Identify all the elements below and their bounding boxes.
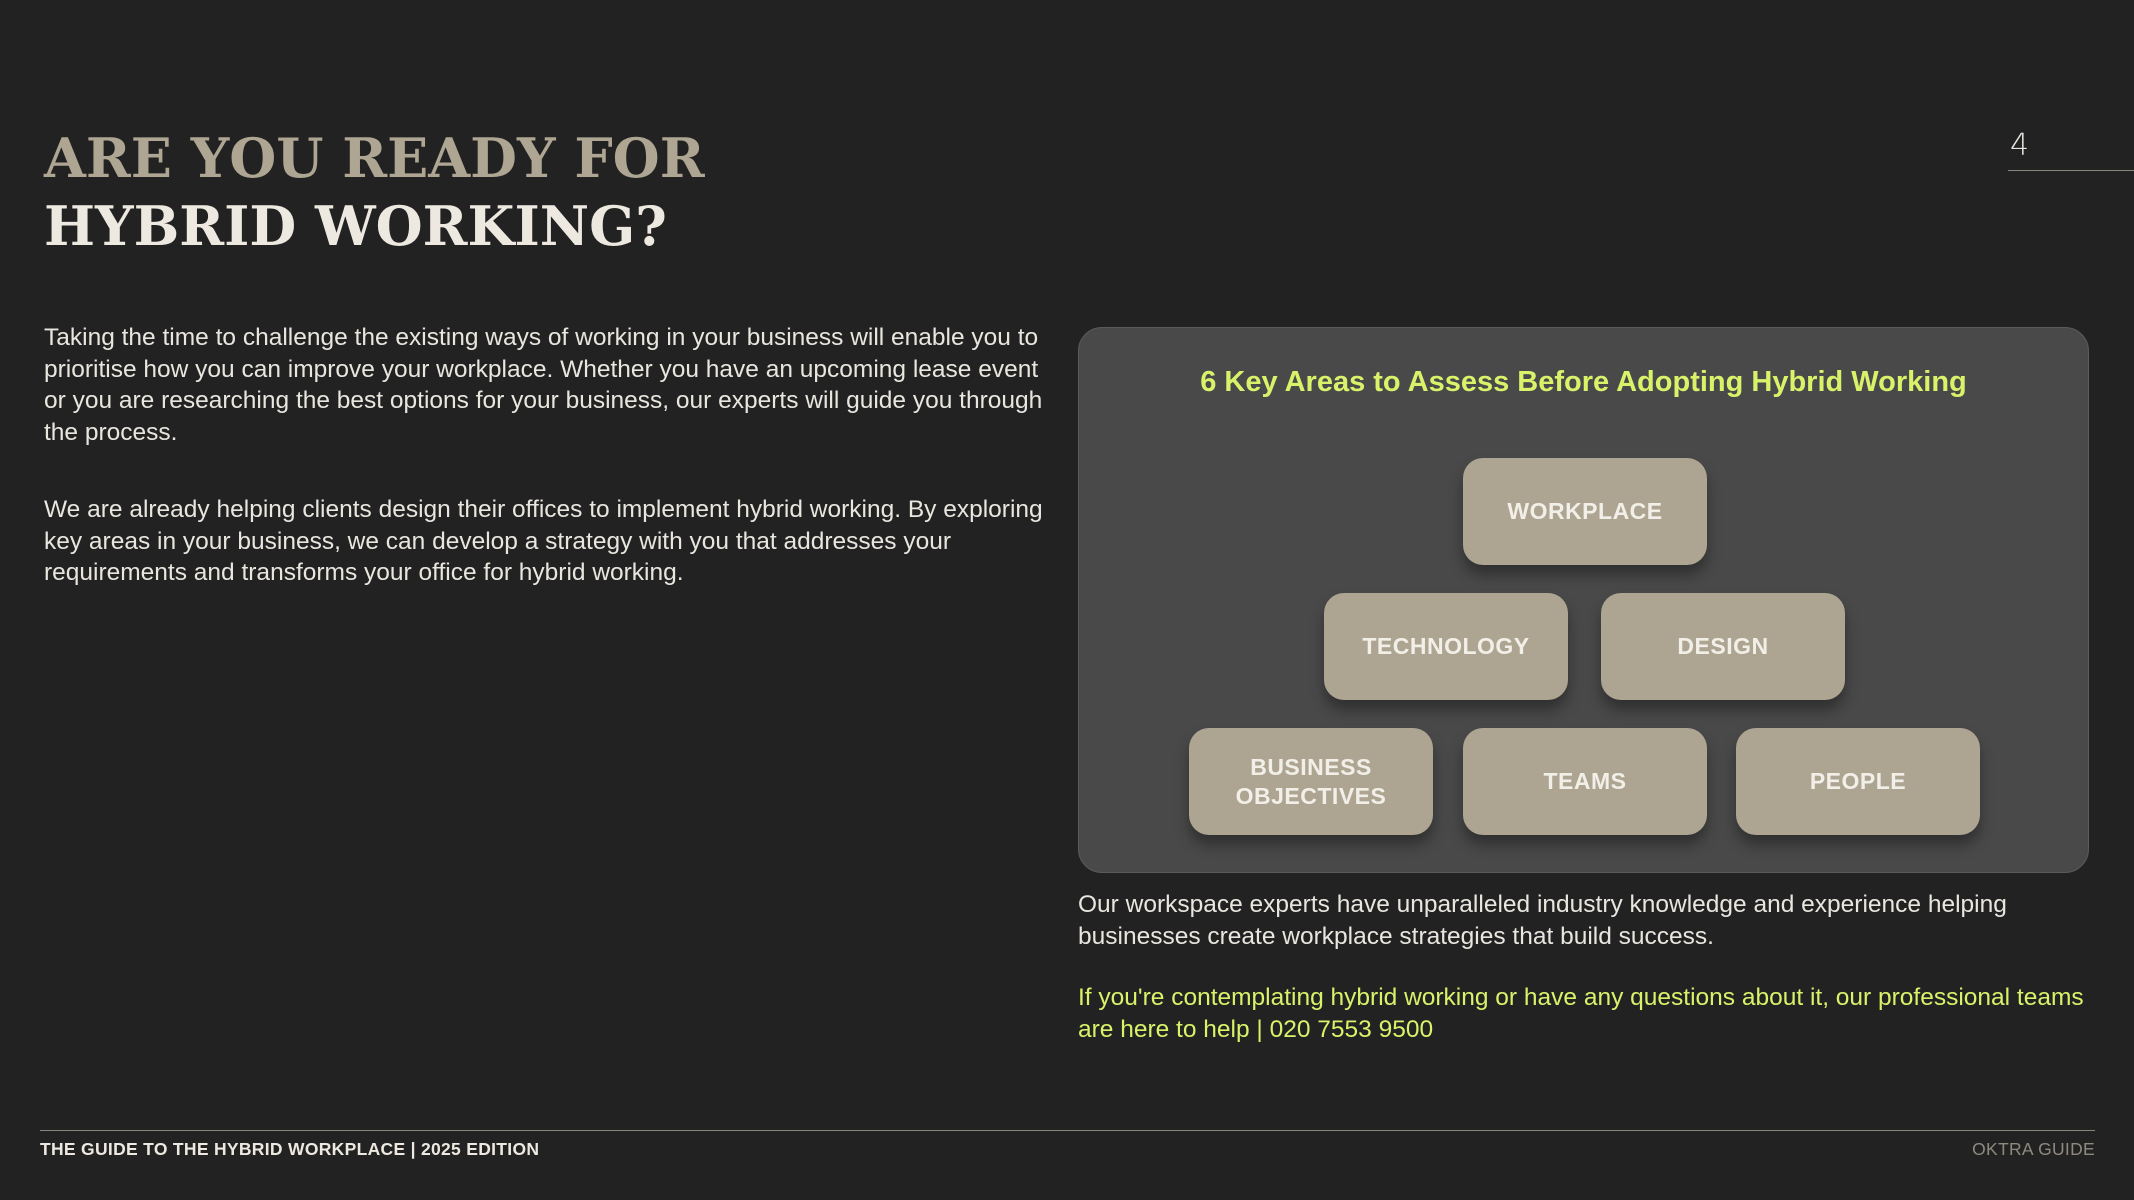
area-tile-technology: [1324, 593, 1568, 700]
area-label: WORKPLACE: [1507, 498, 1663, 524]
page-title-line2: HYBRID WORKING?: [44, 194, 667, 258]
footer-brand: OKTRA GUIDE: [1972, 1139, 2095, 1159]
page-title: [44, 124, 705, 260]
area-label: OBJECTIVES: [1235, 782, 1387, 809]
area-label: PEOPLE: [1809, 768, 1907, 794]
intro-paragraph: Taking the time to challenge the existing ways of working in your business will enable you to prioritise how you can improve your workplace. Whether you have an upcoming lease event or you are researching the best options for your business, our experts will guide you through the process.: [44, 324, 1043, 446]
footer-guide-title: THE GUIDE TO THE HYBRID WORKPLACE | 2025 EDITION: [40, 1139, 540, 1159]
intro-paragraph: We are already helping clients design their offices to implement hybrid working. By exploring key areas in your business, we can develop a strategy with you that addresses your requirements and transforms your office for hybrid working.: [44, 496, 1043, 586]
area-label: TECHNOLOGY: [1362, 633, 1530, 659]
page-title-line1: ARE YOU READY FOR: [44, 126, 705, 190]
area-label: TEAMS: [1543, 768, 1627, 794]
area-label: BUSINESS: [1250, 753, 1372, 780]
area-tile-workplace: [1463, 458, 1707, 565]
footer-divider: [40, 1130, 2095, 1131]
page-number: 4: [2010, 128, 2030, 163]
area-label: DESIGN: [1677, 633, 1769, 659]
page-number-divider: [2008, 170, 2134, 171]
contact-call-to-action: If you're contemplating hybrid working or have any questions about it, our professional teams are here to help | 020 7553 9500: [1078, 984, 2084, 1043]
experts-caption: Our workspace experts have unparalleled industry knowledge and experience helping businesses create workplace strategies that build success.: [1078, 891, 2007, 950]
key-areas-panel: [1078, 327, 2089, 873]
key-areas-title: 6 Key Areas to Assess Before Adopting Hybrid Working: [1200, 366, 1967, 398]
intro-text: [44, 322, 1064, 635]
area-tile-business-objectives: [1189, 728, 1433, 835]
area-tile-people: [1736, 728, 1980, 835]
area-tile-design: [1601, 593, 1845, 700]
area-tile-teams: [1463, 728, 1707, 835]
